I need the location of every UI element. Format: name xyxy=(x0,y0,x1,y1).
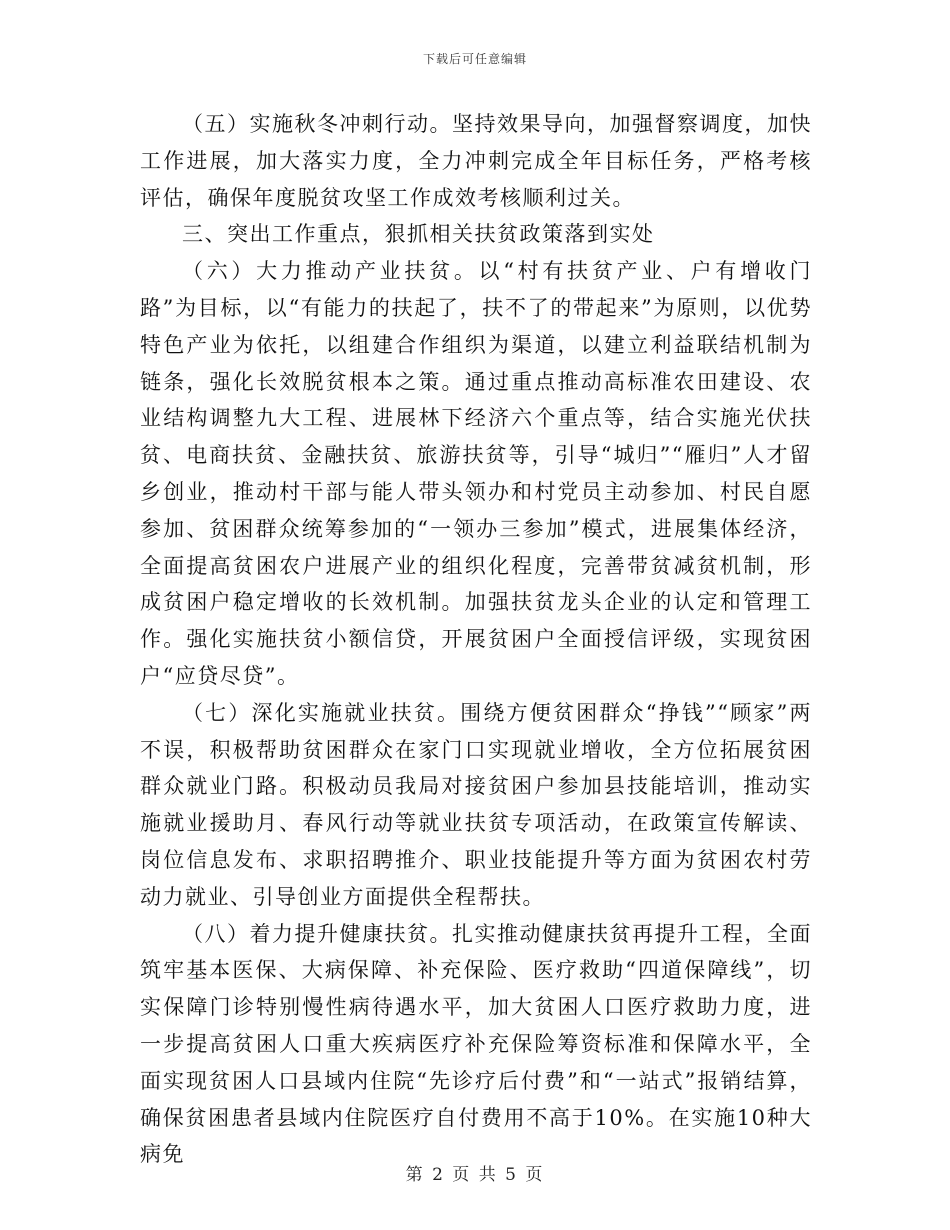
document-body xyxy=(140,106,812,1173)
page-number-footer: 第 2 页 共 5 页 xyxy=(405,1165,545,1185)
paragraph-section-7: （七）深化实施就业扶贫。围绕方便贫困群众“挣钱”“顾家”两不误，积极帮助贫困群众在家门口实现就业增收，全方位拓展贫困群众就业门路。积极动员我局对接贫困户参加县技能培训，推动实施就业援助月、春风行动等就业扶贫专项活动，在政策宣传解读、岗位信息发布、求职招聘推介、职业技能提升等方面为贫困农村劳动力就业、引导创业方面提供全程帮扶。 xyxy=(140,700,812,909)
paragraph-section-5: （五）实施秋冬冲刺行动。坚持效果导向，加强督察调度，加快工作进展，加大落实力度，全力冲刺完成全年目标任务，严格考核评估，确保年度脱贫攻坚工作成效考核顺利过关。 xyxy=(140,112,812,210)
paragraph-section-8: （八）着力提升健康扶贫。扎实推动健康扶贫再提升工程，全面筑牢基本医保、大病保障、补充保险、医疗救助“四道保障线”，切实保障门诊特别慢性病待遇水平，加大贫困人口医疗救助力度，进一步提高贫困人口重大疾病医疗补充保险筹资标准和保障水平，全面实现贫困人口县域内住院“先诊疗后付费”和“一站式”报销结算，确保贫困患者县域内住院医疗自付费用不高于10%。在实施10种大病免 xyxy=(140,921,812,1167)
section-heading-3: 三、突出工作重点，狠抓相关扶贫政策落到实处 xyxy=(182,222,655,247)
paragraph-section-6: （六）大力推动产业扶贫。以“村有扶贫产业、户有增收门路”为目标，以“有能力的扶起了，扶不了的带起来”为原则，以优势特色产业为依托，以组建合作组织为渠道，以建立利益联结机制为链条，强化长效脱贫根本之策。通过重点推动高标准农田建设、农业结构调整九大工程、进展林下经济六个重点等，结合实施光伏扶贫、电商扶贫、金融扶贫、旅游扶贫等，引导“城归”“雁归”人才留乡创业，推动村干部与能人带头领办和村党员主动参加、村民自愿参加、贫困群众统筹参加的“一领办三参加”模式，进展集体经济，全面提高贫困农户进展产业的组织化程度，完善带贫减贫机制，形成贫困户稳定增收的长效机制。加强扶贫龙头企业的认定和管理工作。强化实施扶贫小额信贷，开展贫困户全面授信评级，实现贫困户“应贷尽贷”。 xyxy=(140,259,812,688)
page-header-note: 下载后可任意编辑 xyxy=(422,52,527,66)
